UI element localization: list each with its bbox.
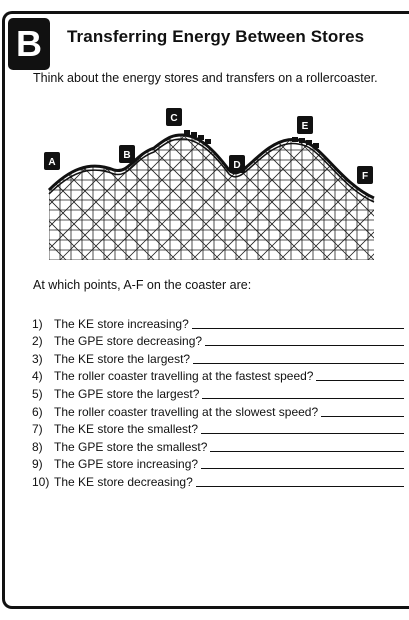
question-text: The roller coaster travelling at the slowest speed? <box>54 404 319 419</box>
answer-line[interactable] <box>192 328 404 329</box>
question-number: 6) <box>32 404 43 419</box>
question-text: The KE store the largest? <box>54 351 191 366</box>
question-number: 10) <box>32 474 50 489</box>
question-item <box>32 471 404 489</box>
point-e-label <box>297 116 313 134</box>
question-item <box>32 454 404 472</box>
question-list <box>32 313 404 489</box>
svg-text:B: B <box>123 150 131 161</box>
answer-line[interactable] <box>202 398 404 399</box>
trestle-structure <box>44 100 379 260</box>
question-number: 4) <box>32 369 43 384</box>
question-text: The GPE store the largest? <box>54 386 200 401</box>
question-number: 2) <box>32 334 43 349</box>
question-item <box>32 383 404 401</box>
point-a-label <box>44 152 60 170</box>
question-text: The KE store decreasing? <box>54 474 193 489</box>
question-item <box>32 419 404 437</box>
point-c-label <box>166 108 182 126</box>
question-number: 5) <box>32 386 43 401</box>
rollercoaster-diagram <box>44 100 379 260</box>
answer-line[interactable] <box>316 380 404 381</box>
answer-line[interactable] <box>196 486 404 487</box>
section-badge: B <box>8 18 50 70</box>
intro-text: Think about the energy stores and transfers on a rollercoaster. <box>33 71 378 85</box>
answer-line[interactable] <box>201 433 404 434</box>
point-b-label <box>119 145 135 163</box>
question-item <box>32 366 404 384</box>
question-number: 8) <box>32 439 43 454</box>
track-rail <box>49 135 374 198</box>
svg-text:A: A <box>48 157 56 168</box>
question-number: 9) <box>32 457 43 472</box>
svg-text:E: E <box>301 121 309 132</box>
question-item <box>32 331 404 349</box>
answer-line[interactable] <box>321 416 404 417</box>
question-text: The GPE store decreasing? <box>54 334 203 349</box>
question-number: 3) <box>32 351 43 366</box>
question-text: The roller coaster travelling at the fastest speed? <box>54 369 314 384</box>
point-d-label <box>229 155 245 173</box>
svg-text:D: D <box>233 160 241 171</box>
question-text: The GPE store the smallest? <box>54 439 208 454</box>
question-item <box>32 348 404 366</box>
svg-text:C: C <box>170 113 178 124</box>
question-prompt: At which points, A-F on the coaster are: <box>33 278 252 292</box>
question-item <box>32 401 404 419</box>
point-f-label <box>357 166 373 184</box>
question-text: The KE store the smallest? <box>54 422 199 437</box>
answer-line[interactable] <box>201 468 404 469</box>
answer-line[interactable] <box>205 345 404 346</box>
question-number: 7) <box>32 422 43 437</box>
question-item <box>32 436 404 454</box>
question-number: 1) <box>32 316 43 331</box>
section-title: Transferring Energy Between Stores <box>67 27 365 46</box>
question-text: The KE store increasing? <box>54 316 189 331</box>
question-text: The GPE store increasing? <box>54 457 199 472</box>
svg-text:F: F <box>361 171 369 182</box>
answer-line[interactable] <box>210 451 404 452</box>
answer-line[interactable] <box>193 363 404 364</box>
question-item <box>32 313 404 331</box>
